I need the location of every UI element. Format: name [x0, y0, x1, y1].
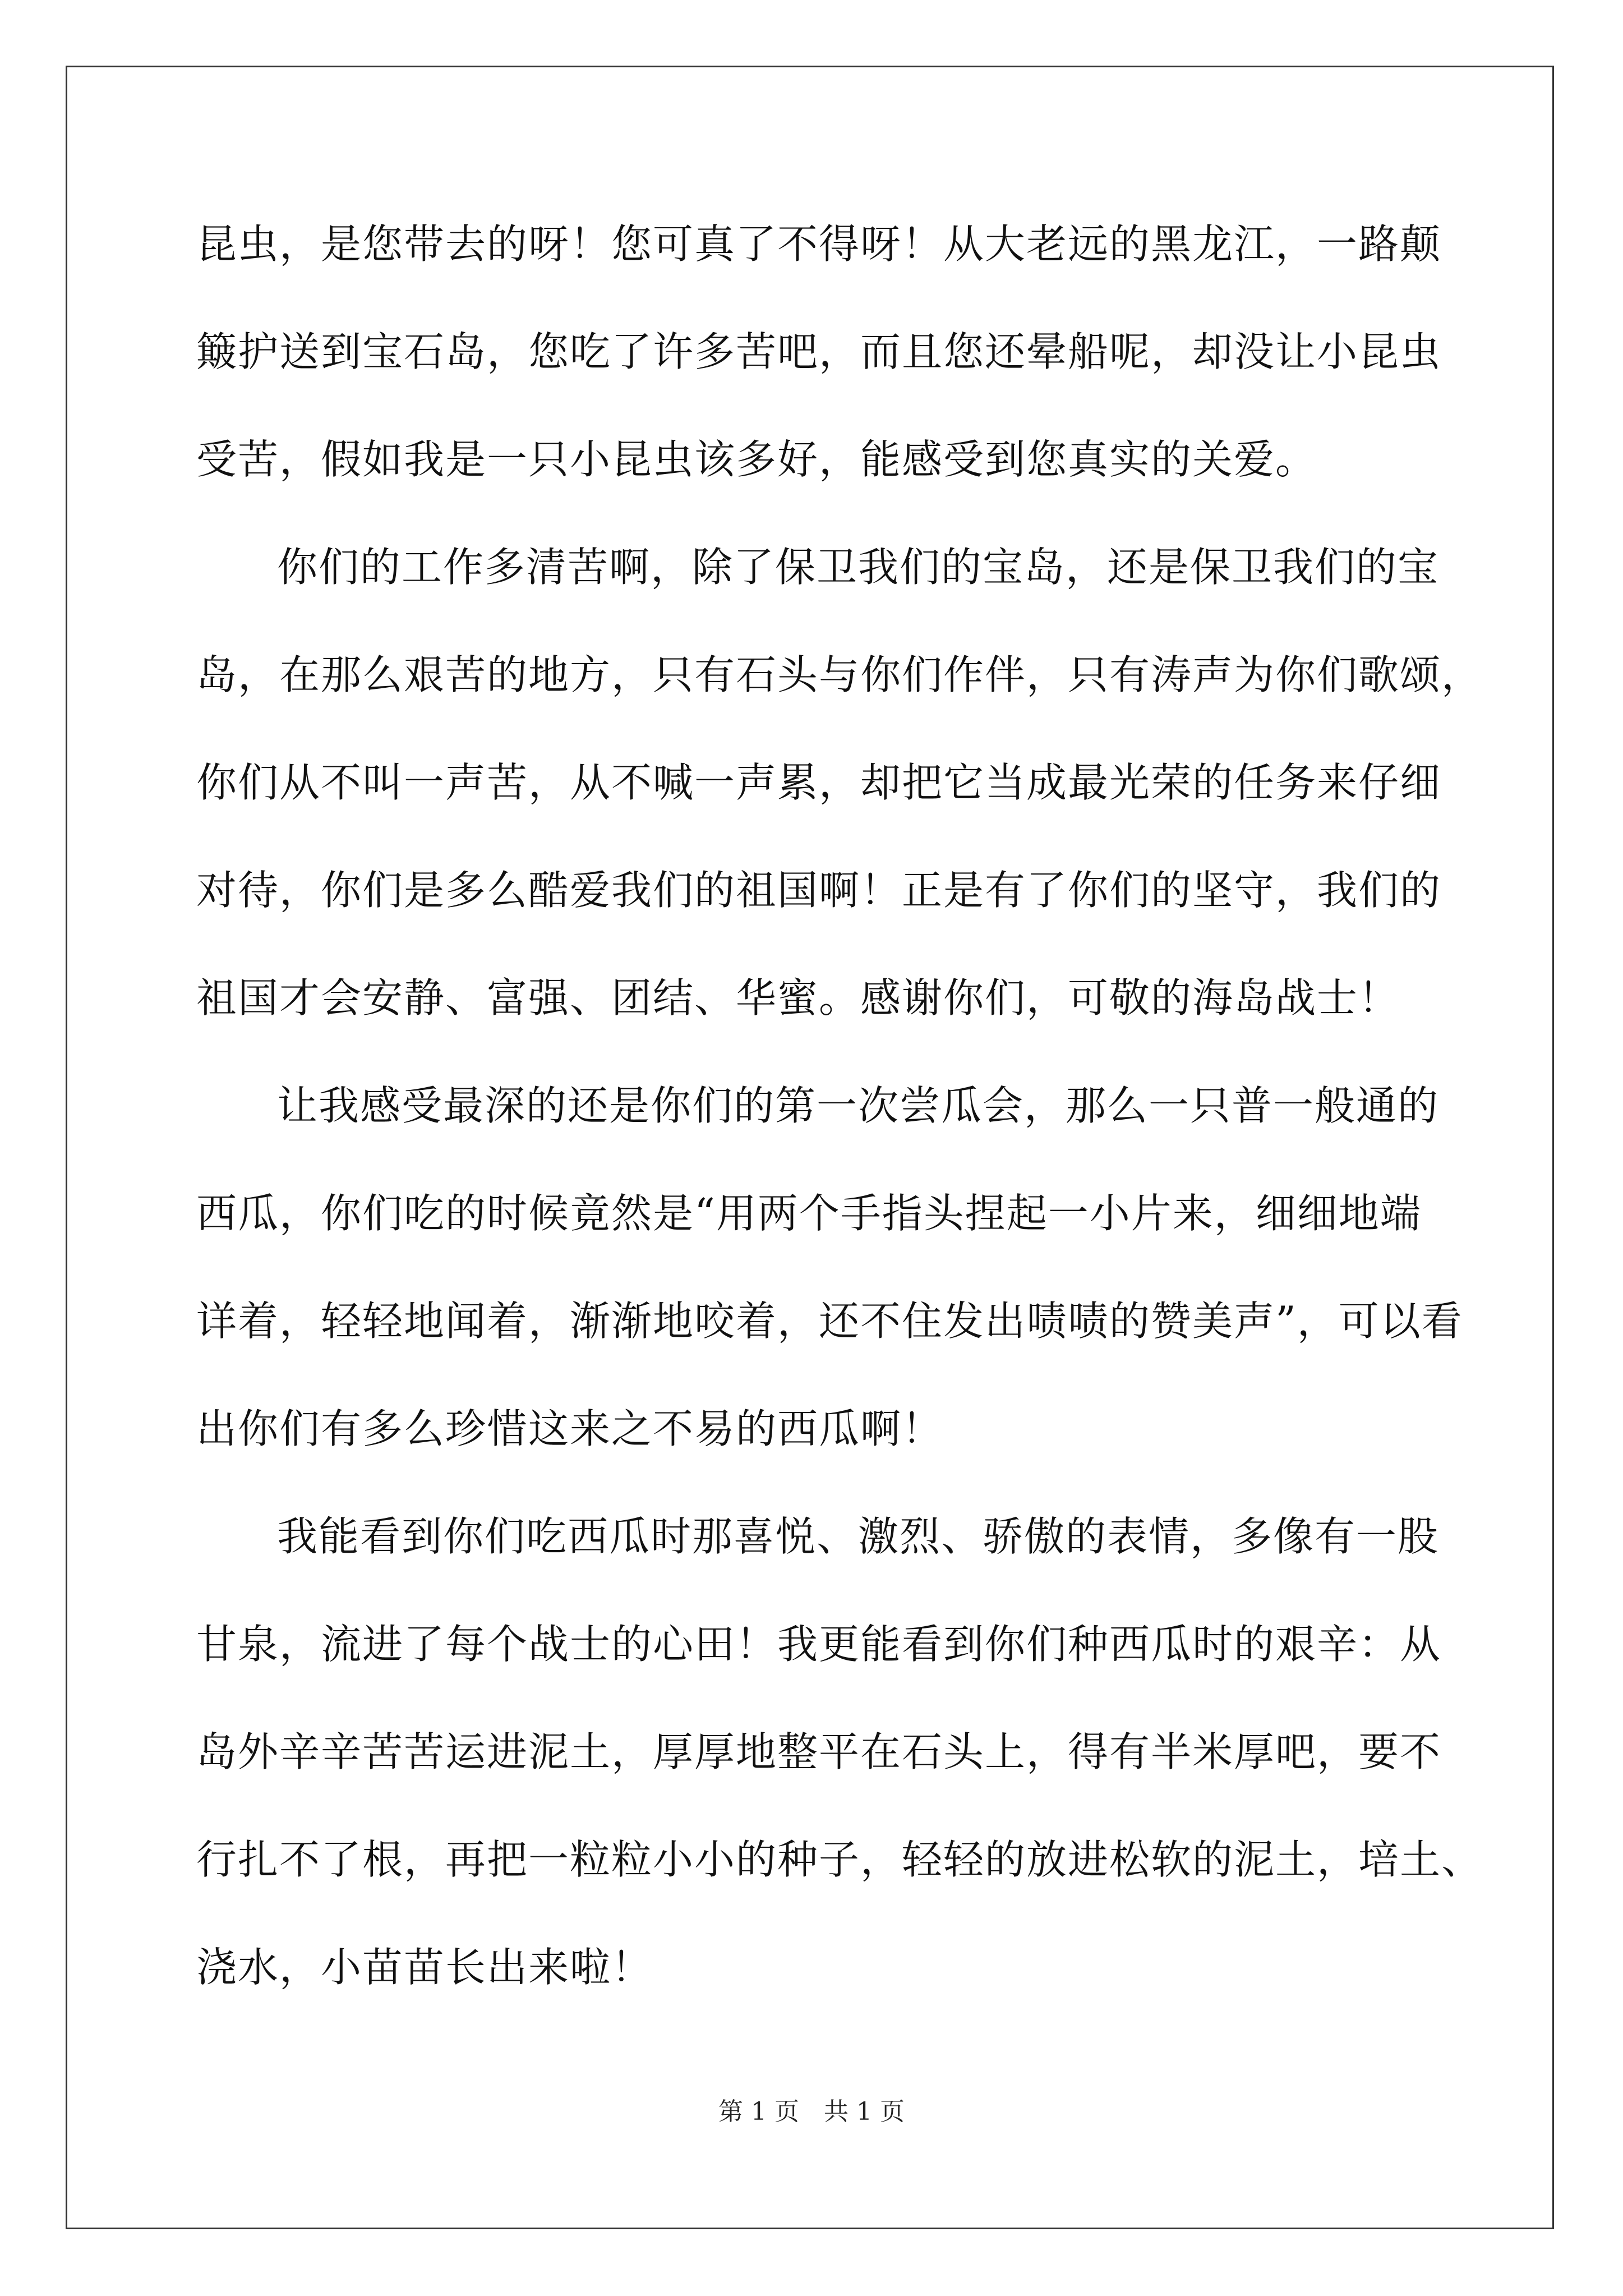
page-number-footer: 第 1 页 共 1 页: [718, 2097, 905, 2126]
text-line: 西瓜，你们吃的时候竟然是“用两个手指头捏起一小片来，细细地端: [196, 1190, 1422, 1237]
text-line: 出你们有多么珍惜这来之不易的西瓜啊！: [196, 1405, 944, 1452]
paragraph-first-line: 让我感受最深的还是你们的第一次尝瓜会，那么一只普一般通的: [277, 1082, 1440, 1129]
text-line: 浇水，小苗苗长出来啦！: [196, 1944, 653, 1991]
text-line: 甘泉，流进了每个战士的心田！我更能看到你们种西瓜时的艰辛：从: [196, 1621, 1442, 1668]
text-line: 受苦，假如我是一只小昆虫该多好，能感受到您真实的关爱。: [196, 436, 1317, 483]
text-line: 簸护送到宝石岛，您吃了许多苦吧，而且您还晕船呢，却没让小昆虫: [196, 328, 1442, 375]
text-line: 岛外辛辛苦苦运进泥土，厚厚地整平在石头上，得有半米厚吧，要不: [196, 1728, 1442, 1775]
text-line: 祖国才会安静、富强、团结、华蜜。感谢你们，可敬的海岛战士！: [196, 974, 1400, 1022]
text-line: 详着，轻轻地闻着，渐渐地咬着，还不住发出啧啧的赞美声”，可以看: [196, 1297, 1463, 1345]
text-line: 岛，在那么艰苦的地方，只有石头与你们作伴，只有涛声为你们歌颂，: [196, 651, 1483, 698]
page-border: [66, 66, 1554, 2229]
text-line: 你们从不叫一声苦，从不喊一声累，却把它当成最光荣的任务来仔细: [196, 759, 1442, 806]
text-line: 对待，你们是多么酷爱我们的祖国啊！正是有了你们的坚守，我们的: [196, 867, 1442, 914]
paragraph-first-line: 你们的工作多清苦啊，除了保卫我们的宝岛，还是保卫我们的宝: [277, 544, 1440, 591]
paragraph-first-line: 我能看到你们吃西瓜时那喜悦、激烈、骄傲的表情，多像有一股: [277, 1513, 1440, 1560]
text-line: 昆虫，是您带去的呀！您可真了不得呀！从大老远的黑龙江，一路颠: [196, 220, 1442, 268]
text-line: 行扎不了根，再把一粒粒小小的种子，轻轻的放进松软的泥土，培土、: [196, 1836, 1483, 1883]
